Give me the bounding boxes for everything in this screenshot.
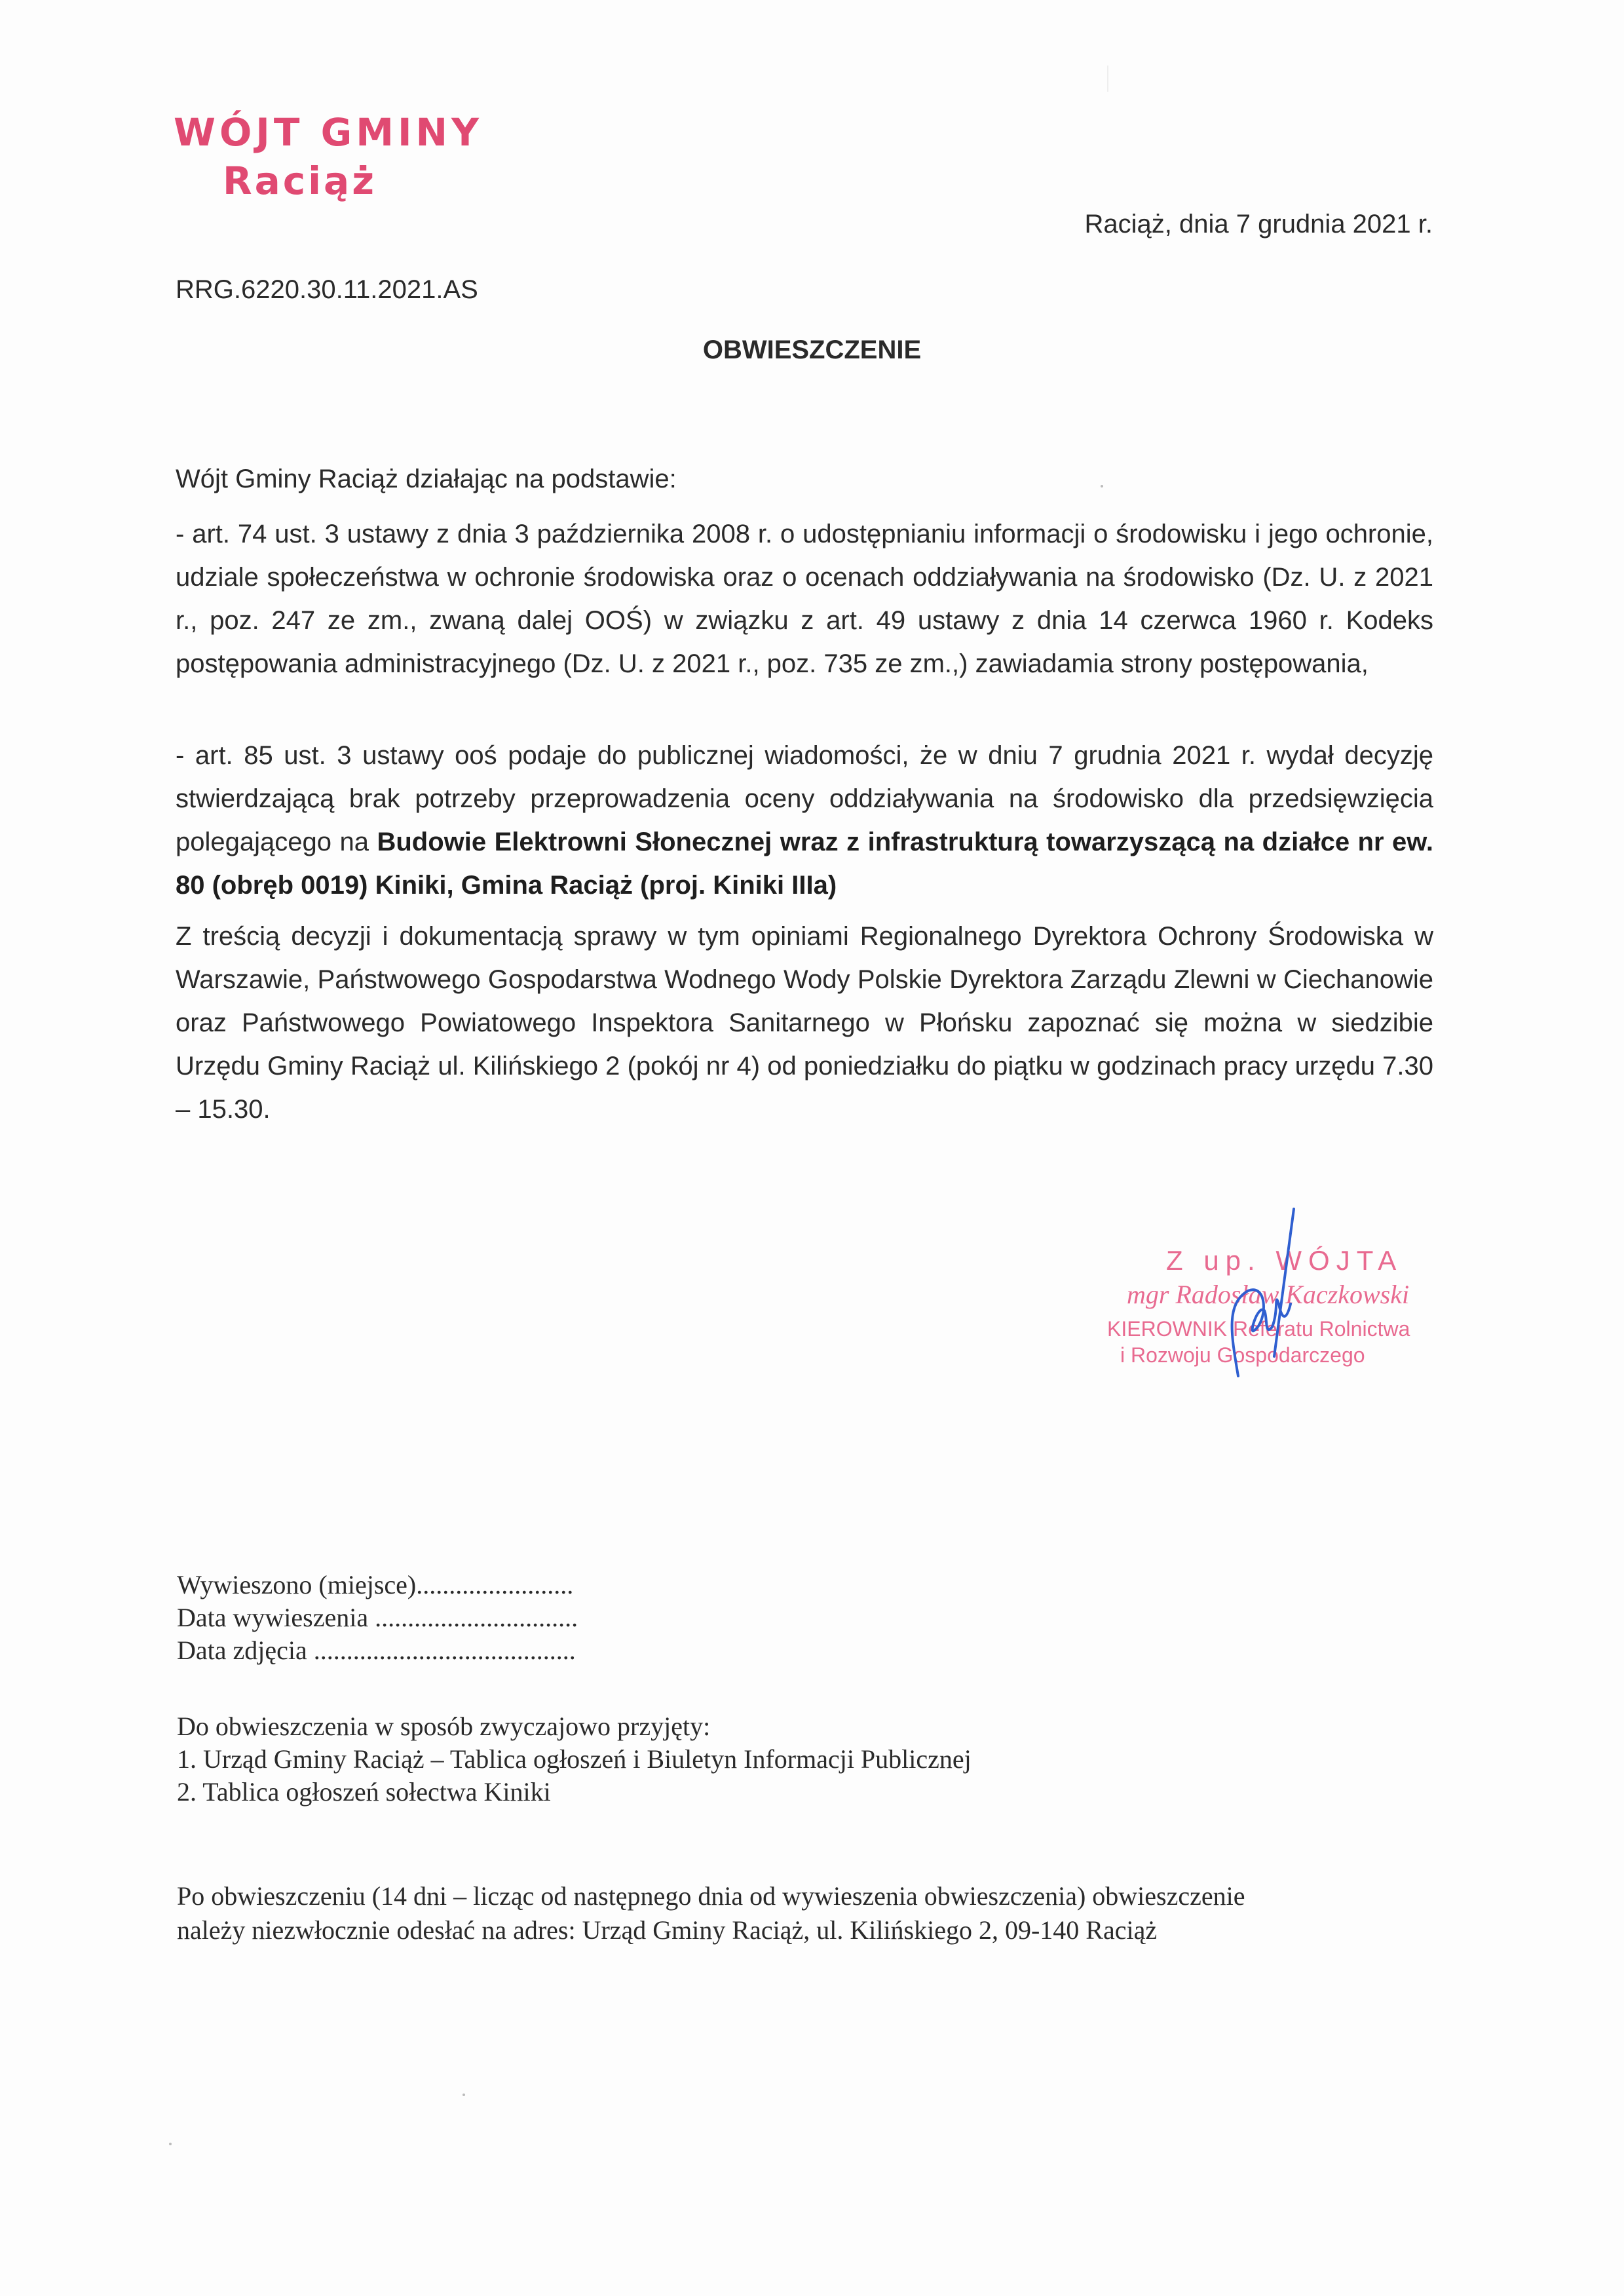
signature-stamp-department: i Rozwoju Gospodarczego: [1120, 1343, 1365, 1367]
posting-place-field: Wywieszono (miejsce)........................: [177, 1570, 574, 1599]
signature-stamp-position: KIEROWNIK Referatu Rolnictwa: [1107, 1317, 1410, 1341]
project-name: Budowie Elektrowni Słonecznej wraz z infrastrukturą towarzyszącą na działce nr ew. 80 (obręb 0019) Kiniki, Gmina Raciąż (proj. Kiniki IIIa): [176, 828, 1433, 900]
signature-stamp-name: mgr Radosław Kaczkowski: [1127, 1280, 1410, 1309]
legal-basis-paragraph-2: [176, 734, 1433, 907]
posting-date-field: Data wywieszenia ...............................: [177, 1603, 578, 1632]
scan-artifact: [1107, 66, 1108, 92]
document-title: OBWIESZCZENIE: [702, 335, 922, 364]
posting-record: [177, 1569, 578, 1667]
return-note-line-1: Po obwieszczeniu (14 dni – licząc od następnego dnia od wywieszenia obwieszczenia) obwieszczenie: [177, 1881, 1245, 1911]
signature-stamp-authority: Z up. WÓJTA: [1166, 1245, 1403, 1276]
scan-artifact: [463, 2094, 465, 2096]
signature-block: [1107, 1206, 1474, 1389]
paragraph-3-text: Z treścią decyzji i dokumentacją sprawy w tym opiniami Regionalnego Dyrektora Ochrony Środowiska w Warszawie, Państwowego Gospodarstwa Wodnego Wody Polskie Dyrektora Zarządu Zlewni w Ciechanowie oraz Państwowego Powiatowego Inspektora Sanitarnego w Płońsku zapoznać się można w siedzibie Urzędu Gminy Raciąż ul. Kilińskiego 2 (pokój nr 4) od poniedziałku do piątku w godzinach pracy urzędu 7.30 – 15.30.: [176, 922, 1433, 1124]
reference-number: RRG.6220.30.11.2021.AS: [176, 275, 478, 304]
handwritten-signature-icon: [1107, 1206, 1474, 1402]
scan-artifact: [1101, 485, 1103, 488]
intro-text: Wójt Gminy Raciąż działając na podstawie:: [176, 465, 677, 493]
intro-line: [176, 457, 1433, 501]
removal-date-field: Data zdjęcia ........................................: [177, 1636, 576, 1665]
return-note-line-2: należy niezwłocznie odesłać na adres: Urząd Gminy Raciąż, ul. Kilińskiego 2, 09-140 Raciąż: [177, 1915, 1158, 1945]
distribution-list: [177, 1710, 972, 1808]
distribution-heading: Do obwieszczenia w sposób zwyczajowo przyjęty:: [177, 1712, 711, 1741]
access-info-paragraph: [176, 915, 1433, 1131]
office-stamp-title: WÓJT GMINY: [174, 110, 483, 155]
paragraph-2: [176, 734, 1433, 907]
return-instructions: [177, 1879, 1422, 1947]
distribution-item: 2. Tablica ogłoszeń sołectwa Kiniki: [177, 1777, 551, 1807]
legal-basis-paragraph-1: [176, 512, 1433, 685]
scan-artifact: [169, 2143, 172, 2145]
office-stamp-town: Raciąż: [223, 159, 377, 203]
place-and-date: Raciąż, dnia 7 grudnia 2021 r.: [1084, 210, 1433, 239]
paragraph-2-text: - art. 85 ust. 3 ustawy ooś podaje do publicznej wiadomości, że w dniu 7 grudnia 2021 r. wydał decyzję stwierdzającą brak potrzeby przeprowadzenia oceny oddziaływania na środowisko dla przedsięwzięcia polegającego na: [176, 741, 1433, 856]
paragraph-1-text: - art. 74 ust. 3 ustawy z dnia 3 października 2008 r. o udostępnianiu informacji o środowisku i jego ochronie, udziale społeczeństwa w ochronie środowiska oraz o ocenach oddziaływania na środowisko (Dz. U. z 2021 r., poz. 247 ze zm., zwaną dalej OOŚ) w związku z art. 49 ustawy z dnia 14 czerwca 1960 r. Kodeks postępowania administracyjnego (Dz. U. z 2021 r., poz. 735 ze zm.,) zawiadamia strony postępowania,: [176, 520, 1433, 678]
distribution-item: 1. Urząd Gminy Raciąż – Tablica ogłoszeń i Biuletyn Informacji Publicznej: [177, 1744, 972, 1774]
